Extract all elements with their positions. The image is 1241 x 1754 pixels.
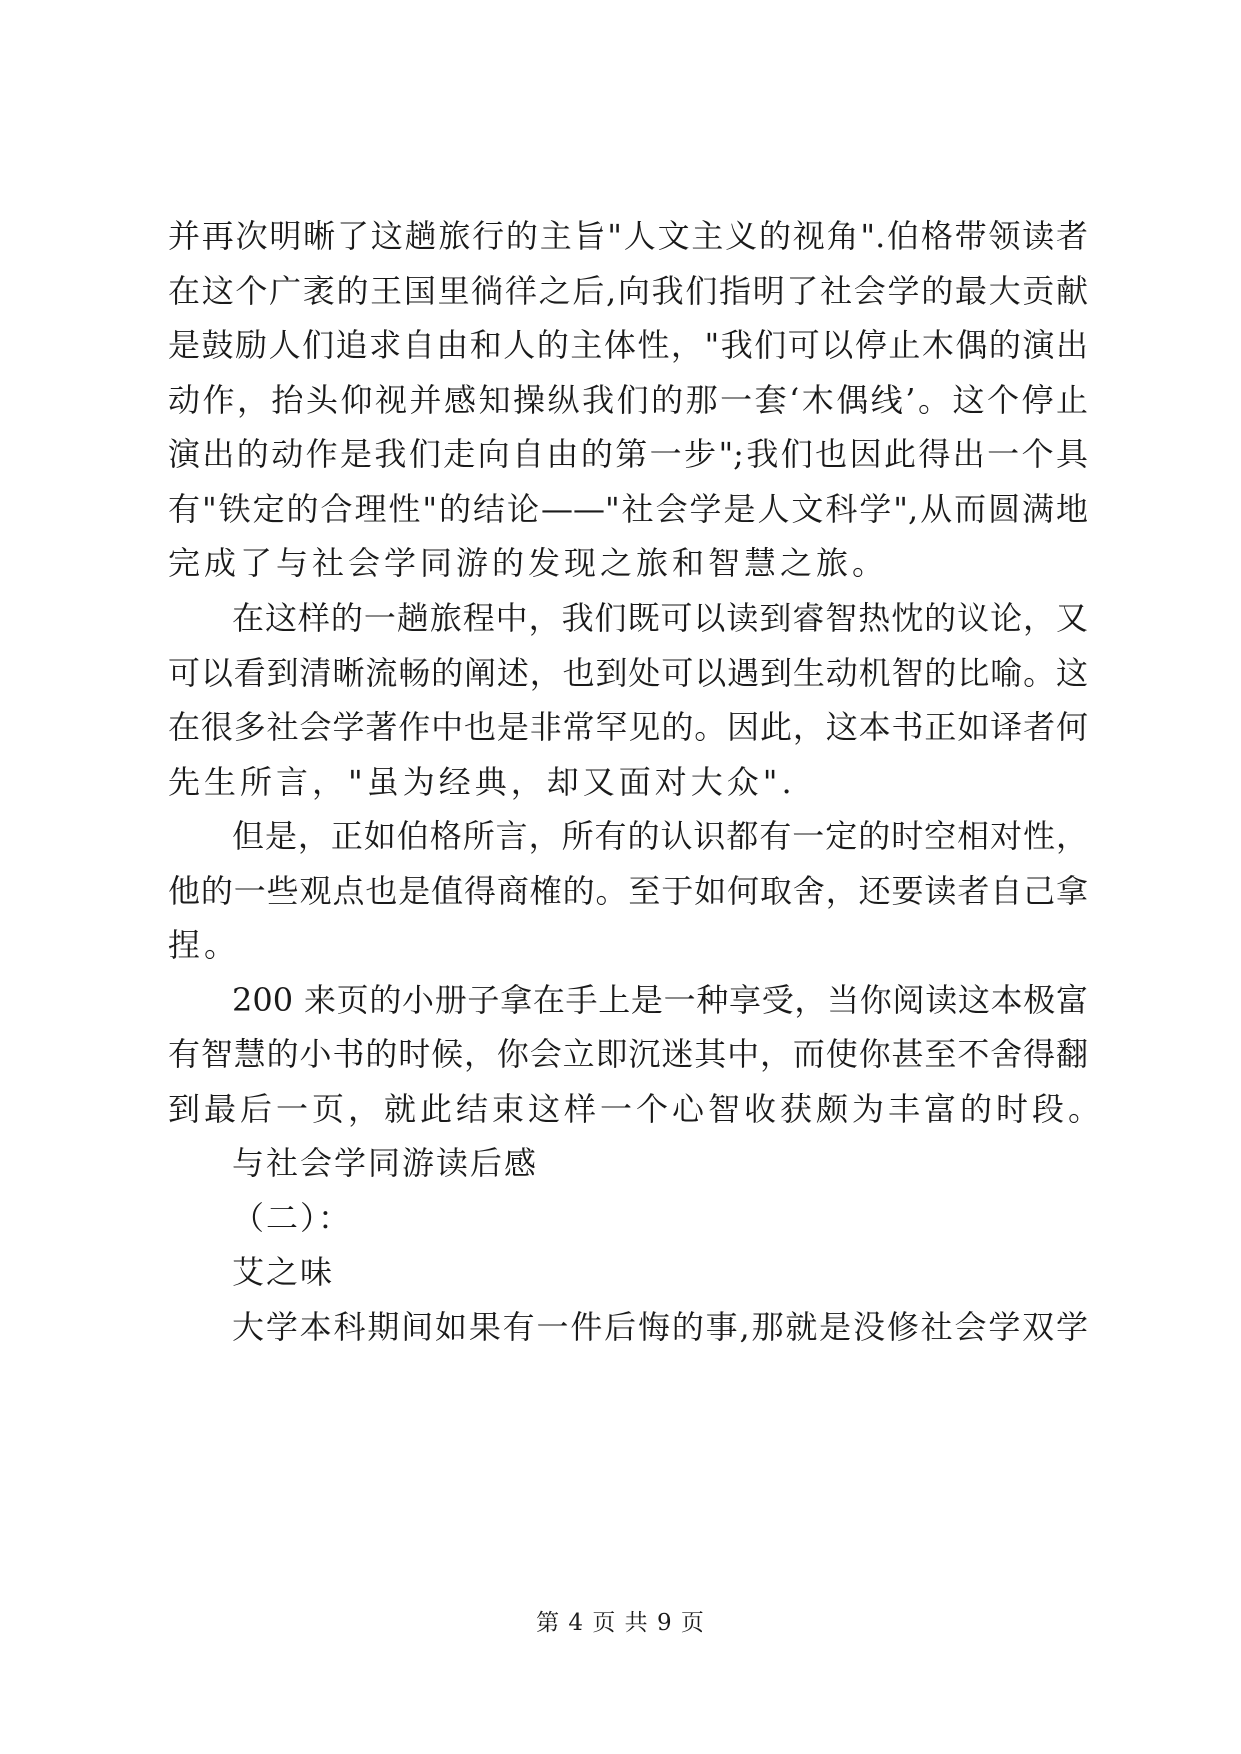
text-line: 在这个广袤的王国里徜徉之后,向我们指明了社会学的最大贡献 — [168, 272, 1088, 310]
text-line: 完成了与社会学同游的发现之旅和智慧之旅。 — [168, 544, 889, 582]
text-line: 他的一些观点也是值得商榷的。至于如何取舍，还要读者自己拿 — [168, 872, 1088, 910]
paragraph-first-line: 200 来页的小册子拿在手上是一种享受，当你阅读这本极富 — [232, 981, 1088, 1019]
section-number: （二）： — [232, 1199, 353, 1237]
page-footer: 第 4 页 共 9 页 — [536, 1610, 705, 1636]
author-name: 艾之味 — [232, 1253, 335, 1291]
section-title: 与社会学同游读后感 — [232, 1144, 539, 1182]
paragraph-first-line: 但是，正如伯格所言，所有的认识都有一定的时空相对性， — [232, 817, 1088, 855]
text-line: 并再次明晰了这趟旅行的主旨"人文主义的视角".伯格带领读者 — [168, 217, 1088, 255]
text-line: 有智慧的小书的时候，你会立即沉迷其中，而使你甚至不舍得翻 — [168, 1035, 1088, 1073]
text-line: 先生所言，"虽为经典，却又面对大众". — [168, 763, 796, 801]
text-line: 动作，抬头仰视并感知操纵我们的那一套‘木偶线’。这个停止 — [168, 381, 1088, 419]
text-line: 在很多社会学著作中也是非常罕见的。因此，这本书正如译者何 — [168, 708, 1088, 746]
text-line: 可以看到清晰流畅的阐述，也到处可以遇到生动机智的比喻。这 — [168, 654, 1088, 692]
text-line: 是鼓励人们追求自由和人的主体性，"我们可以停止木偶的演出 — [168, 326, 1088, 364]
paragraph-first-line: 大学本科期间如果有一件后悔的事,那就是没修社会学双学 — [232, 1308, 1088, 1346]
text-line: 有"铁定的合理性"的结论——"社会学是人文科学",从而圆满地 — [168, 490, 1088, 528]
text-line: 捏。 — [168, 926, 241, 964]
text-line: 到最后一页，就此结束这样一个心智收获颇为丰富的时段。 — [168, 1090, 1105, 1128]
paragraph-first-line: 在这样的一趟旅程中，我们既可以读到睿智热忱的议论，又 — [232, 599, 1088, 637]
text-line: 演出的动作是我们走向自由的第一步";我们也因此得出一个具 — [168, 435, 1088, 473]
